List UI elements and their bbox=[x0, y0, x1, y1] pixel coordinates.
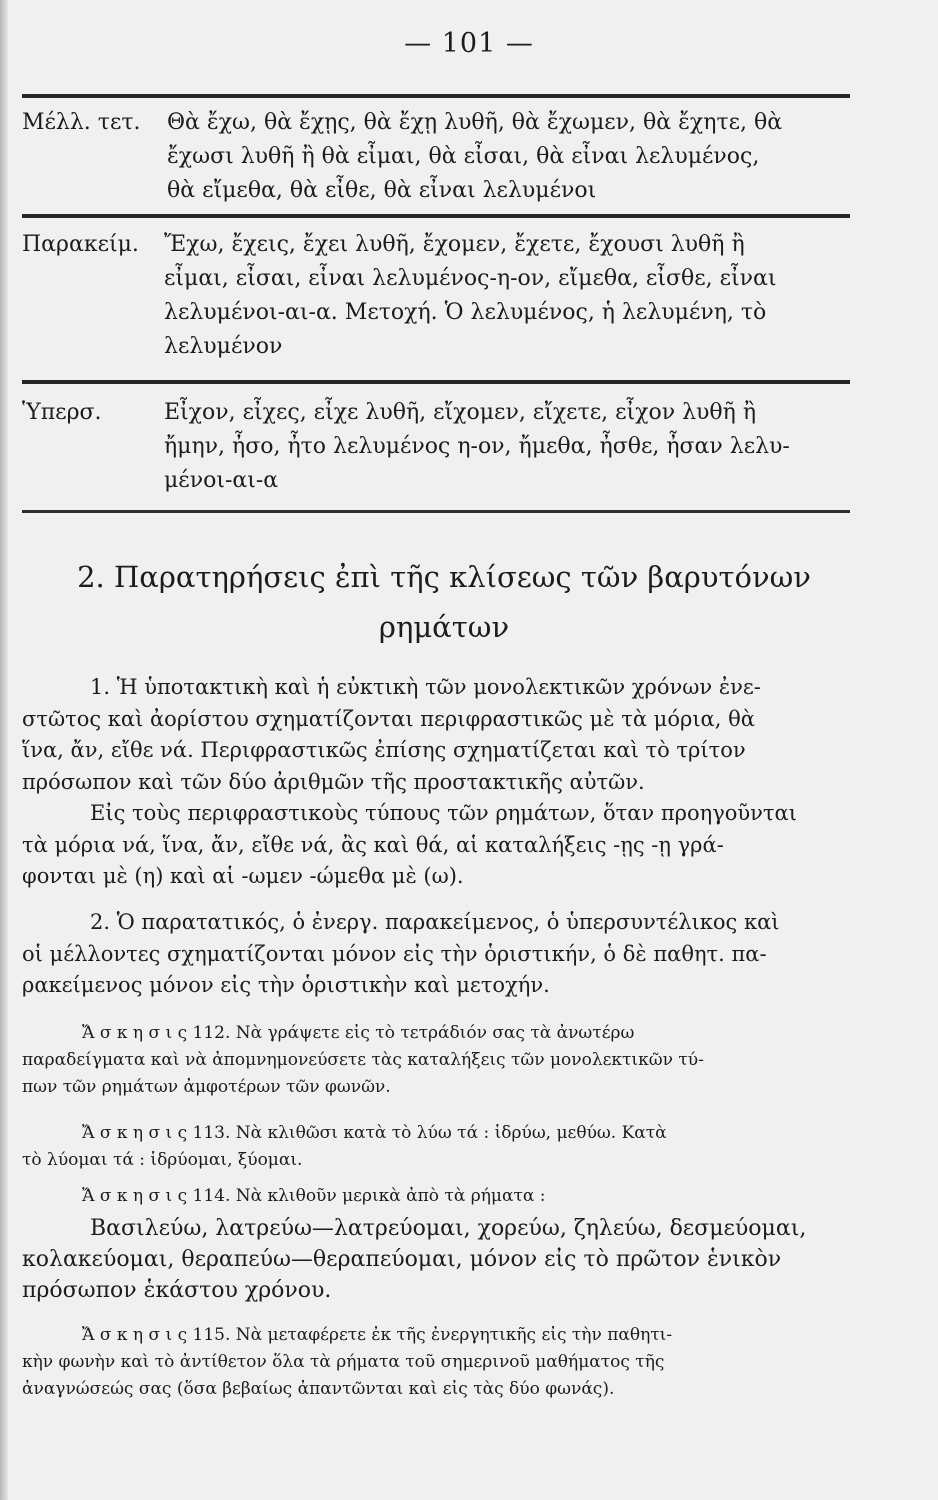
text-line: Ἄ σ κ η σ ι ς 112. Νὰ γράψετε εἰς τὸ τετράδιόν σας τὰ ἀνωτέρω bbox=[82, 1023, 635, 1043]
text-line: Εἰς τοὺς περιφραστικοὺς τύπους τῶν ρημάτων, ὅταν προηγοῦνται bbox=[90, 801, 797, 825]
row-forms bbox=[164, 228, 776, 364]
row-line: Εἶχον, εἶχες, εἶχε λυθῆ, εἴχομεν, εἴχετε, εἶχον λυθῆ ἢ bbox=[164, 400, 757, 425]
text-line: κολακεύομαι, θεραπεύω—θεραπεύομαι, μόνον εἰς τὸ πρῶτον ἑνικὸν bbox=[22, 1247, 782, 1272]
exercise-115 bbox=[22, 1322, 848, 1403]
table-rule bbox=[22, 380, 850, 384]
exercise-112 bbox=[22, 1020, 848, 1101]
row-line: μένοι-αι-α bbox=[164, 468, 279, 493]
text-line: πρόσωπον ἑκάστου χρόνου. bbox=[22, 1278, 332, 1303]
text-line: ρακείμενος μόνον εἰς τὴν ὁριστικὴν καὶ μετοχήν. bbox=[22, 973, 550, 997]
text-line: πρόσωπον καὶ τῶν δύο ἀριθμῶν τῆς προστακτικῆς αὐτῶν. bbox=[22, 769, 645, 794]
observation-1 bbox=[22, 672, 848, 893]
exercise-114-verbs bbox=[22, 1213, 848, 1306]
exercise-113 bbox=[22, 1120, 848, 1174]
text-line: οἱ μέλλοντες σχηματίζονται μόνον εἰς τὴν ὁριστικήν, ὁ δὲ παθητ. πα- bbox=[22, 941, 767, 966]
table-rule-bottom bbox=[22, 510, 850, 513]
observation-2 bbox=[22, 907, 848, 1002]
row-line: ἤμην, ἦσο, ἦτο λελυμένος η-ον, ἤμεθα, ἦσθε, ἦσαν λελυ- bbox=[164, 434, 790, 459]
section-heading-line: ρημάτων bbox=[378, 610, 510, 644]
exercise-114 bbox=[22, 1183, 848, 1210]
row-line: Ἔχω, ἔχεις, ἔχει λυθῆ, ἔχομεν, ἔχετε, ἔχουσι λυθῆ ἢ bbox=[164, 232, 745, 257]
row-line: ἔχωσι λυθῆ ἢ θὰ εἶμαι, θὰ εἶσαι, θὰ εἶναι λελυμένος, bbox=[167, 144, 760, 169]
row-label: Παρακείμ. bbox=[22, 232, 139, 257]
text-line: 2. Ὁ παρατατικός, ὁ ἐνεργ. παρακείμενος, ὁ ὑπερσυντέλικος καὶ bbox=[90, 910, 780, 934]
page-edge bbox=[0, 0, 8, 1500]
text-line: Ἄ σ κ η σ ι ς 113. Νὰ κλιθῶσι κατὰ τὸ λύω τά : ἱδρύω, μεθύω. Κατὰ bbox=[82, 1123, 667, 1143]
table-rule bbox=[22, 214, 850, 218]
text-line: κὴν φωνὴν καὶ τὸ ἀντίθετον ὅλα τὰ ρήματα τοῦ σημερινοῦ μαθήματος τῆς bbox=[22, 1352, 665, 1372]
text-line: Βασιλεύω, λατρεύω—λατρεύομαι, χορεύω, ζηλεύω, δεσμεύομαι, bbox=[90, 1216, 807, 1241]
text-line: ἵνα, ἄν, εἴθε νά. Περιφραστικῶς ἐπίσης σχηματίζεται καὶ τὸ τρίτον bbox=[22, 738, 746, 762]
text-line: 1. Ἡ ὑποτακτικὴ καὶ ἡ εὐκτικὴ τῶν μονολεκτικῶν χρόνων ἐνε- bbox=[90, 675, 761, 699]
text-line: πων τῶν ρημάτων ἀμφοτέρων τῶν φωνῶν. bbox=[22, 1077, 391, 1097]
text-line: ἀναγνώσεώς σας (ὅσα βεβαίως ἀπαντῶνται καὶ εἰς τὰς δύο φωνάς). bbox=[22, 1379, 615, 1399]
text-line: φονται μὲ (η) καὶ αἱ -ωμεν -ώμεθα μὲ (ω). bbox=[22, 864, 464, 888]
page-number: — 101 — bbox=[404, 28, 534, 59]
text-line: Ἄ σ κ η σ ι ς 115. Νὰ μεταφέρετε ἐκ τῆς ἐνεργητικῆς εἰς τὴν παθητι- bbox=[82, 1325, 673, 1345]
section-heading-line: 2. Παρατηρήσεις ἐπὶ τῆς κλίσεως τῶν βαρυτόνων bbox=[77, 560, 811, 594]
row-line: εἶμαι, εἶσαι, εἶναι λελυμένος-η-ον, εἴμεθα, εἶσθε, εἶναι bbox=[164, 266, 777, 291]
text-line: Ἄ σ κ η σ ι ς 114. Νὰ κλιθοῦν μερικὰ ἀπὸ τὰ ρήματα : bbox=[82, 1186, 546, 1206]
row-line: λελυμένοι-αι-α. Μετοχή. Ὁ λελυμένος, ἡ λελυμένη, τὸ bbox=[164, 300, 767, 325]
text-line: τὸ λύομαι τά : ἱδρύομαι, ξύομαι. bbox=[22, 1150, 303, 1170]
section-heading bbox=[40, 552, 848, 652]
row-forms bbox=[167, 106, 782, 208]
text-line: τὰ μόρια νά, ἵνα, ἄν, εἴθε νά, ἂς καὶ θά, αἱ καταλήξεις -ῃς -ῃ γρά- bbox=[22, 832, 724, 857]
row-line: θὰ εἴμεθα, θὰ εἶθε, θὰ εἶναι λελυμένοι bbox=[167, 178, 597, 203]
row-line: Θὰ ἔχω, θὰ ἔχῃς, θὰ ἔχῃ λυθῆ, θὰ ἔχωμεν, θὰ ἔχητε, θὰ bbox=[167, 110, 783, 135]
text-line: στῶτος καὶ ἀορίστου σχηματίζονται περιφραστικῶς μὲ τὰ μόρια, θὰ bbox=[22, 706, 755, 731]
table-rule-top bbox=[22, 94, 850, 98]
row-label: Μέλλ. τετ. bbox=[22, 110, 141, 135]
row-label: Ὑπερσ. bbox=[22, 400, 102, 425]
row-forms bbox=[164, 396, 790, 498]
row-line: λελυμένον bbox=[164, 334, 283, 359]
text-line: παραδείγματα καὶ νὰ ἀπομνημονεύσετε τὰς καταλήξεις τῶν μονολεκτικῶν τύ- bbox=[22, 1050, 704, 1070]
